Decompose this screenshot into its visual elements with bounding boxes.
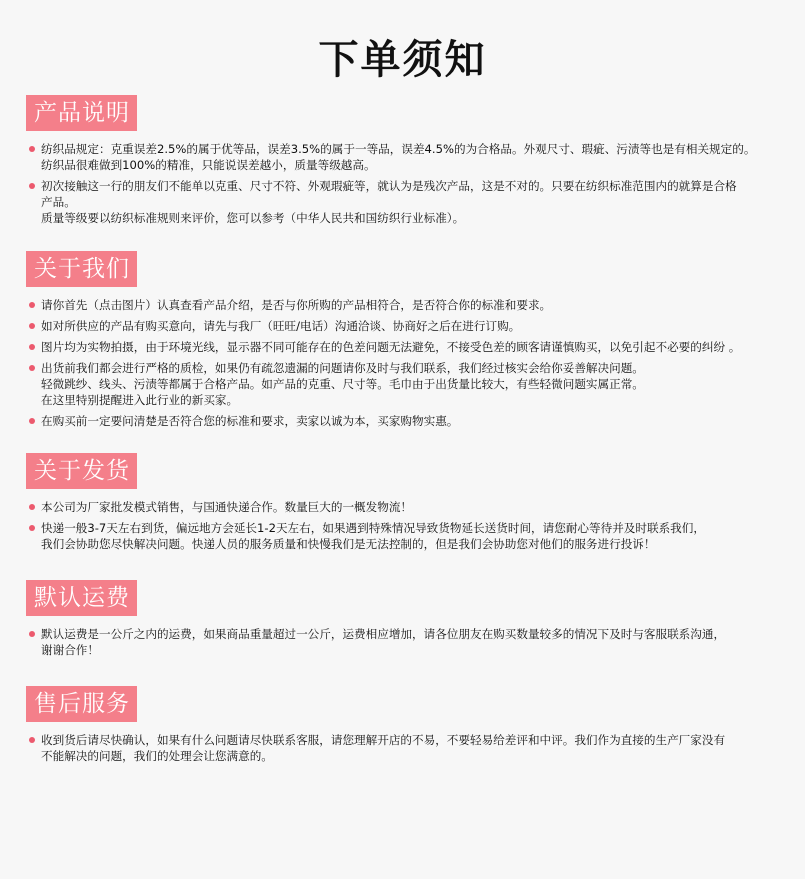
item-line: 质量等级要以纺织标准规则来评价，您可以参考（中华人民共和国纺织行业标准）。 (41, 211, 465, 225)
item-line: 出货前我们都会进行严格的质检，如果仍有疏忽遗漏的问题请你及时与我们联系，我们经过核实会给你妥善解决问题。 (41, 361, 644, 375)
section-heading: 产品说明 (26, 95, 137, 131)
item-line: 本公司为厂家批发模式销售，与国通快递合作。数量巨大的一概发物流！ (41, 500, 413, 514)
list-item (26, 626, 786, 658)
list-item (26, 339, 786, 355)
list-item (26, 360, 786, 408)
section-heading: 关于发货 (26, 453, 137, 489)
item-line: 轻微跳纱、线头、污渍等都属于合格产品。如产品的克重、尺寸等。毛巾由于出货量比较大，有些轻微问题实属正常。 (41, 377, 644, 391)
section-after-sales (26, 686, 786, 769)
list-item (26, 520, 786, 552)
bullet-dot-icon (29, 344, 35, 350)
bullet-dot-icon (29, 631, 35, 637)
item-list (26, 732, 786, 764)
item-line: 图片均为实物拍摄，由于环境光线，显示器不同可能存在的色差问题无法避免，不接受色差的顾客请谨慎购买，以免引起不必要的纠纷 。 (41, 340, 741, 354)
item-line: 不能解决的问题，我们的处理会让您满意的。 (41, 749, 273, 763)
item-line: 产品。 (41, 195, 76, 209)
item-line: 请你首先（点击图片）认真查看产品介绍，是否与你所购的产品相符合，是否符合你的标准和要求。 (41, 298, 552, 312)
section-heading: 默认运费 (26, 580, 137, 616)
item-line: 默认运费是一公斤之内的运费，如果商品重量超过一公斤，运费相应增加，请各位朋友在购买数量较多的情况下及时与客服联系沟通， (41, 627, 726, 641)
item-line: 如对所供应的产品有购买意向，请先与我厂（旺旺/电话）沟通洽谈、协商好之后在进行订购。 (41, 319, 521, 333)
list-item (26, 499, 786, 515)
item-line: 纺织品规定：克重误差2.5%的属于优等品，误差3.5%的属于一等品，误差4.5%的为合格品。外观尺寸、瑕疵、污渍等也是有相关规定的。 (41, 142, 756, 156)
item-line: 收到货后请尽快确认，如果有什么问题请尽快联系客服，请您理解开店的不易，不要轻易给差评和中评。我们作为直接的生产厂家没有 (41, 733, 726, 747)
bullet-dot-icon (29, 737, 35, 743)
item-list (26, 141, 786, 226)
section-heading: 售后服务 (26, 686, 137, 722)
item-line: 在购买前一定要问清楚是否符合您的标准和要求，卖家以诚为本，买家购物实惠。 (41, 414, 459, 428)
item-line: 初次接触这一行的朋友们不能单以克重、尺寸不符、外观瑕疵等，就认为是残次产品，这是不对的。只要在纺织标准范围内的就算是合格 (41, 179, 737, 193)
list-item (26, 297, 786, 313)
list-item (26, 318, 786, 334)
bullet-dot-icon (29, 365, 35, 371)
item-line: 谢谢合作！ (41, 643, 99, 657)
list-item (26, 178, 786, 226)
bullet-dot-icon (29, 525, 35, 531)
section-shipping (26, 453, 786, 557)
bullet-dot-icon (29, 323, 35, 329)
item-line: 在这里特别提醒进入此行业的新买家。 (41, 393, 239, 407)
item-line: 快递一般3-7天左右到货，偏远地方会延长1-2天左右，如果遇到特殊情况导致货物延长送货时间，请您耐心等待并及时联系我们， (41, 521, 705, 535)
item-line: 纺织品很难做到100%的精准，只能说误差越小，质量等级越高。 (41, 158, 376, 172)
bullet-dot-icon (29, 183, 35, 189)
section-default-shipping-fee (26, 580, 786, 663)
section-product-info (26, 95, 786, 231)
bullet-dot-icon (29, 418, 35, 424)
bullet-dot-icon (29, 504, 35, 510)
item-list (26, 297, 786, 429)
item-list (26, 499, 786, 552)
bullet-dot-icon (29, 146, 35, 152)
section-about-us (26, 251, 786, 434)
item-list (26, 626, 786, 658)
page-title: 下单须知 (318, 37, 487, 83)
bullet-dot-icon (29, 302, 35, 308)
section-heading: 关于我们 (26, 251, 137, 287)
list-item (26, 141, 786, 173)
list-item (26, 413, 786, 429)
list-item (26, 732, 786, 764)
item-line: 我们会协助您尽快解决问题。快递人员的服务质量和快慢我们是无法控制的，但是我们会协助您对他们的服务进行投诉！ (41, 537, 656, 551)
